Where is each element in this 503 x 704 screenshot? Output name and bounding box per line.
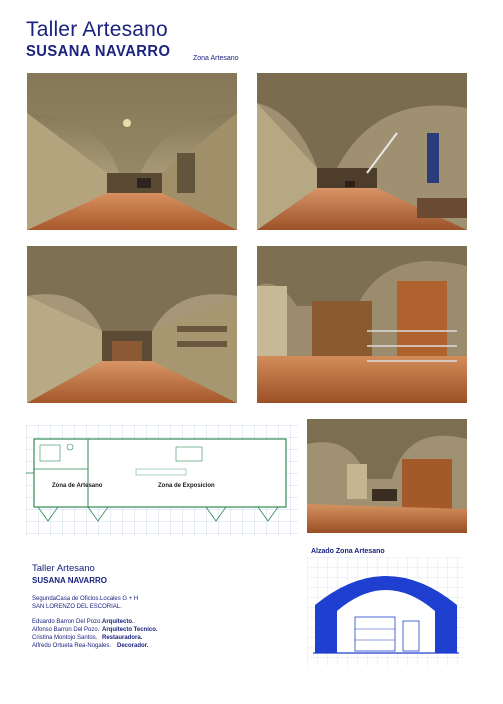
info-subtitle: SUSANA NAVARRO (32, 576, 107, 585)
credit-row (32, 627, 192, 633)
credit-row (32, 643, 192, 649)
render-railing-doors (257, 246, 467, 403)
elevation-title: Alzado Zona Artesano (311, 548, 385, 555)
credit-role: Restauradora. (102, 635, 143, 641)
page-title: Taller Artesano (26, 18, 168, 41)
credit-role: Arquitecto Tecnico. (102, 627, 158, 633)
credit-row (32, 635, 192, 641)
info-address-2: SAN LORENZO DEL ESCORIAL. (32, 604, 122, 610)
zone-label: Zona Artesano (193, 55, 239, 62)
render-workbench-lamp (257, 73, 467, 230)
credit-name: Eduardo Barron Del Pozo. (32, 619, 103, 625)
floor-plan (26, 425, 298, 537)
credit-role: Decorador. (117, 643, 149, 649)
info-address-1: SegundaCasa de Oficios.Locales G + H (32, 596, 139, 602)
page-subtitle: SUSANA NAVARRO (26, 43, 171, 60)
credit-role: Arquitecto. (102, 619, 134, 625)
info-title: Taller Artesano (32, 563, 95, 574)
render-corner-view (307, 419, 467, 533)
render-gallery-wide (27, 73, 237, 230)
elevation-drawing (307, 557, 465, 666)
credit-name: Alfonso Barron Del Pozo. (32, 627, 100, 633)
plan-label-exposicion: Zona de Exposicion (158, 483, 215, 489)
credit-row (32, 619, 192, 625)
render-hall-shelves (27, 246, 237, 403)
credit-name: Cristina Montojo Santos. (32, 635, 98, 641)
credit-name: Alfredo Ortueta Rea-Nogales. (32, 643, 112, 649)
plan-label-artesano: Zona de Artesano (52, 483, 103, 489)
